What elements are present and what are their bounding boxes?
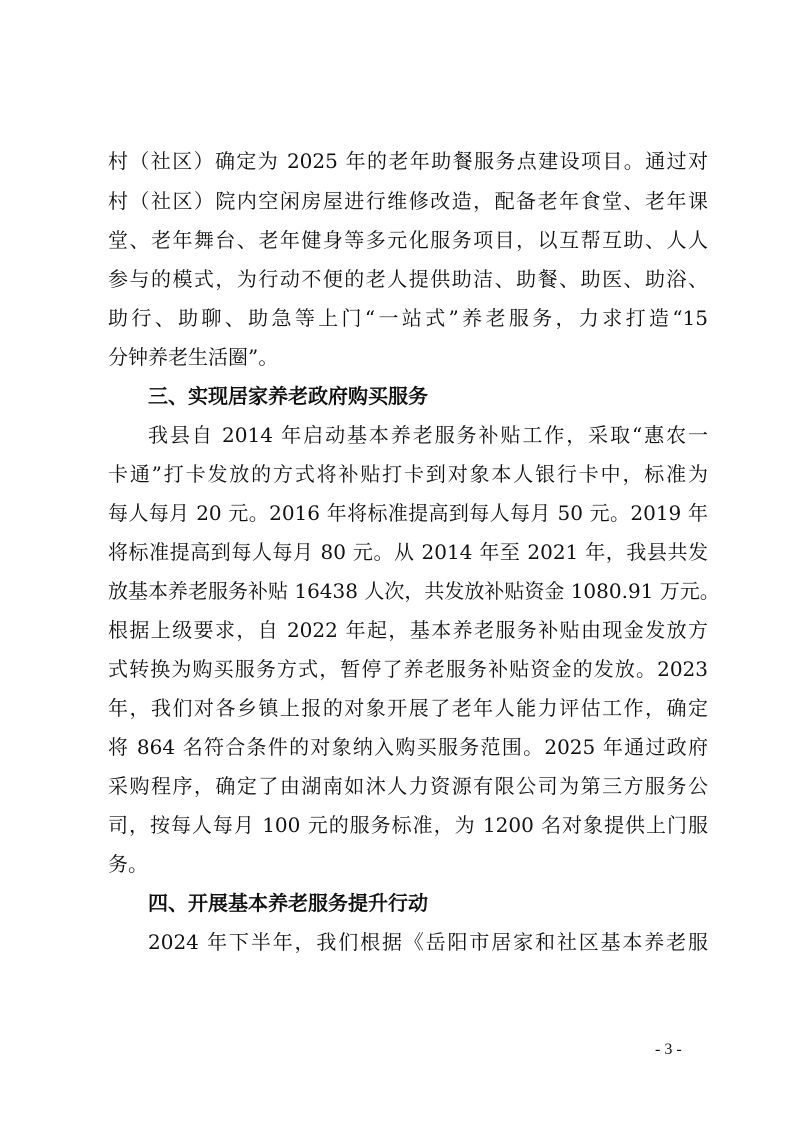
text-line: 卡通”打卡发放的方式将补贴打卡到对象本人银行卡中，标准为 xyxy=(108,462,708,486)
section-heading-3: 三、实现居家养老政府购买服务 xyxy=(148,384,428,408)
text-line: 村（社区）确定为 2025 年的老年助餐服务点建设项目。通过对 xyxy=(108,149,708,173)
text-line: 采购程序，确定了由湖南如沐人力资源有限公司为第三方服务公 xyxy=(108,774,708,798)
text-line: 将 864 名符合条件的对象纳入购买服务范围。2025 年通过政府 xyxy=(108,735,708,759)
text-line: 分钟养老生活圈”。 xyxy=(108,345,279,369)
page-number: - 3 - xyxy=(655,1041,682,1058)
section-heading-4: 四、开展基本养老服务提升行动 xyxy=(148,891,428,915)
text-line: 根据上级要求，自 2022 年起，基本养老服务补贴由现金发放方 xyxy=(108,618,708,642)
text-line: 将标准提高到每人每月 80 元。从 2014 年至 2021 年，我县共发 xyxy=(108,540,708,564)
text-line: 年，我们对各乡镇上报的对象开展了老年人能力评估工作，确定 xyxy=(108,696,708,720)
text-line: 司，按每人每月 100 元的服务标准，为 1200 名对象提供上门服 xyxy=(108,813,708,837)
text-line: 放基本养老服务补贴 16438 人次，共发放补贴资金 1080.91 万元。 xyxy=(108,579,720,603)
text-line: 我县自 2014 年启动基本养老服务补贴工作，采取“惠农一 xyxy=(148,423,708,447)
text-line: 参与的模式，为行动不便的老人提供助洁、助餐、助医、助浴、 xyxy=(108,267,708,291)
text-line: 式转换为购买服务方式，暂停了养老服务补贴资金的发放。2023 xyxy=(108,657,708,681)
text-line: 村（社区）院内空闲房屋进行维修改造，配备老年食堂、老年课 xyxy=(108,189,708,213)
text-line: 每人每月 20 元。2016 年将标准提高到每人每月 50 元。2019 年 xyxy=(108,501,708,525)
text-line: 务。 xyxy=(108,852,148,876)
text-line: 堂、老年舞台、老年健身等多元化服务项目，以互帮互助、人人 xyxy=(108,228,708,252)
text-line: 2024 年下半年，我们根据《岳阳市居家和社区基本养老服 xyxy=(148,930,708,954)
text-line: 助行、助聊、助急等上门“一站式”养老服务，力求打造“15 xyxy=(108,306,708,330)
